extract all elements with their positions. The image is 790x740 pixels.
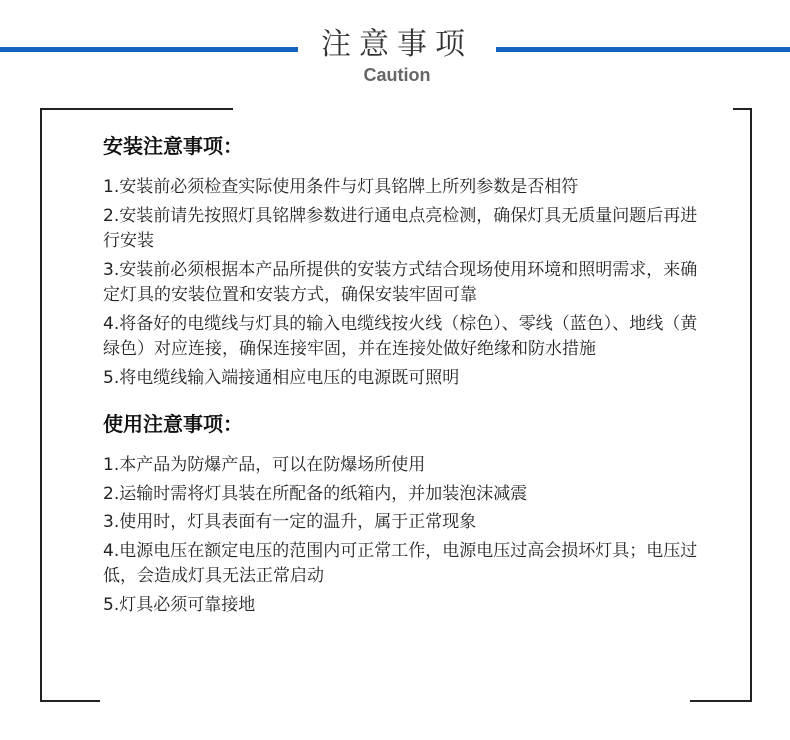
caution-content — [103, 133, 703, 621]
page-subtitle: Caution — [363, 65, 431, 85]
list-item: 2.运输时需将灯具装在所配备的纸箱内，并加装泡沫减震 — [103, 483, 528, 504]
usage-section — [103, 411, 703, 618]
usage-section-title: 使用注意事项： — [103, 412, 243, 436]
list-item: 5.将电缆线输入端接通相应电压的电源既可照明 — [103, 367, 460, 388]
list-item: 5.灯具必须可靠接地 — [103, 594, 256, 615]
list-item: 4.将备好的电缆线与灯具的输入电缆线按火线（棕色）、零线（蓝色）、地线（黄绿色）对应连接，确保连接牢固，并在连接处做好绝缘和防水措施 — [103, 313, 698, 359]
page-title: 注意事项 — [321, 27, 473, 62]
list-item: 1.本产品为防爆产品，可以在防爆场所使用 — [103, 455, 426, 475]
list-item: 2.安装前请先按照灯具铭牌参数进行通电点亮检测，确保灯具无质量问题后再进行安装 — [103, 205, 698, 251]
frame-top-left — [40, 108, 233, 110]
frame-left — [40, 108, 42, 702]
frame-bottom-left — [40, 700, 100, 702]
frame-right — [750, 108, 752, 702]
list-item: 3.使用时，灯具表面有一定的温升，属于正常现象 — [103, 512, 477, 532]
header-rule-right — [496, 47, 790, 52]
list-item: 4.电源电压在额定电压的范围内可正常工作，电源电压过高会损坏灯具；电压过低，会造成灯具无法正常启动 — [103, 540, 698, 586]
list-item: 1.安装前必须检查实际使用条件与灯具铭牌上所列参数是否相符 — [103, 177, 579, 197]
header-rule-left — [0, 47, 298, 52]
list-item: 3.安装前必须根据本产品所提供的安装方式结合现场使用环境和照明需求，来确定灯具的安装位置和安装方式，确保安装牢固可靠 — [103, 259, 698, 305]
installation-section-title: 安装注意事项： — [103, 134, 243, 158]
installation-section — [103, 133, 703, 391]
frame-bottom-right — [690, 700, 752, 702]
